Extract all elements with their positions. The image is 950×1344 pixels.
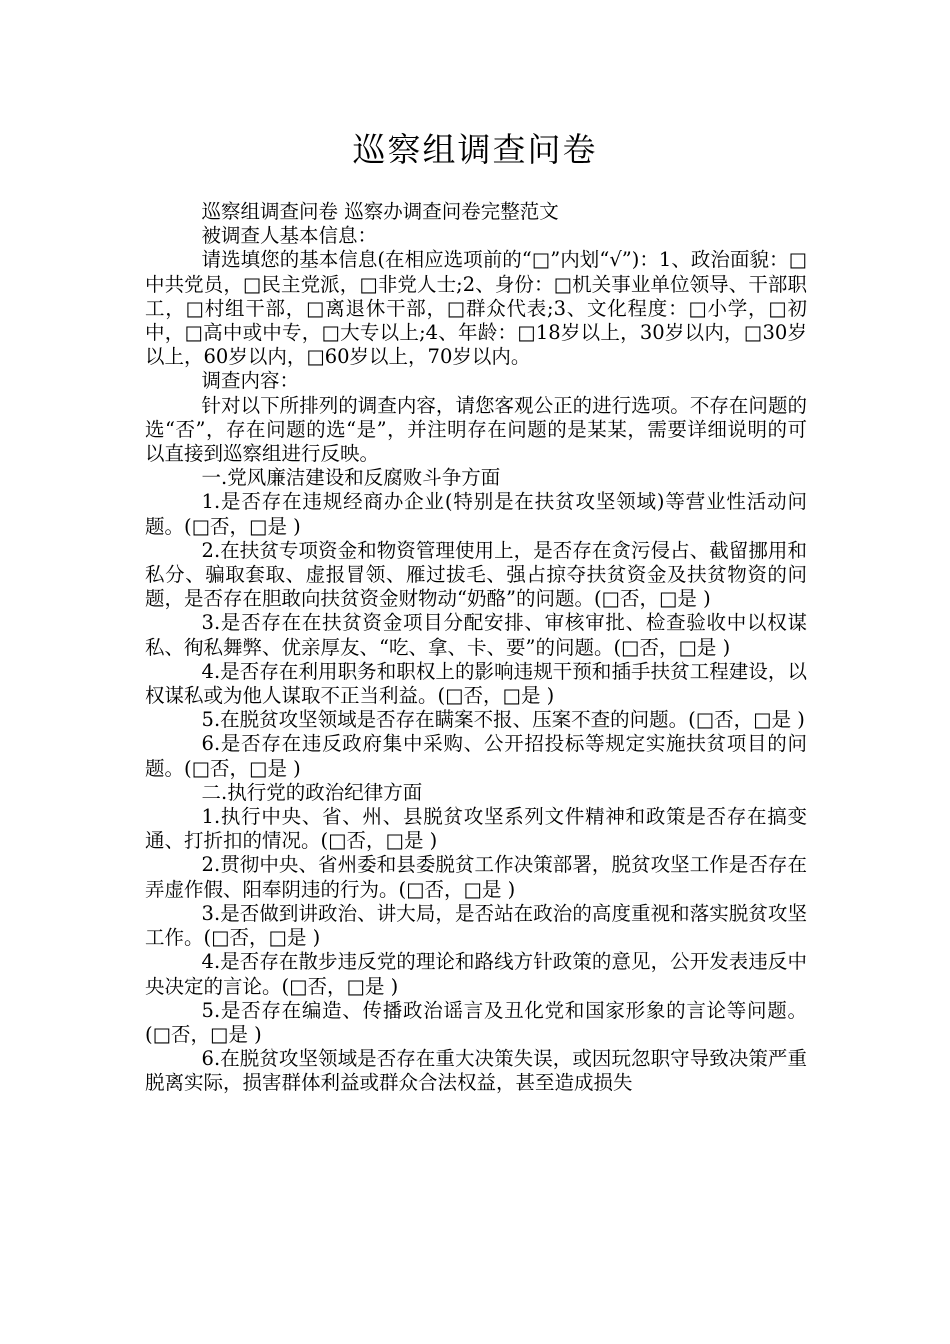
paragraph-basic-info: 请选填您的基本信息(在相应选项前的“□”内划“√”)：1、政治面貌：□中共党员，□民主党派，□非党人士;2、身份：□机关事业单位领导、干部职工，□村组干部，□离退休干部，□群众代表;3、文化程度：□小学，□初中，□高中或中专，□大专以上;4、年龄：□18岁以上，30岁以内，□30岁以上，60岁以内，□60岁以上，70岁以内。 (145, 248, 807, 369)
question-1-2: 2.在扶贫专项资金和物资管理使用上，是否存在贪污侵占、截留挪用和私分、骗取套取、虚报冒领、雁过拔毛、强占掠夺扶贫资金及扶贫物资的问题，是否存在胆敢向扶贫资金财物动“奶酪”的问题。(□否，□是 ) (145, 538, 807, 611)
question-2-1: 1.执行中央、省、州、县脱贫攻坚系列文件精神和政策是否存在搞变通、打折扣的情况。(□否，□是 ) (145, 805, 807, 853)
paragraph-basic-info-heading: 被调查人基本信息： (201, 224, 378, 248)
question-2-4: 4.是否存在散步违反党的理论和路线方针政策的意见，公开发表违反中央决定的言论。(□否，□是 ) (145, 950, 807, 998)
section-heading-1: 一.党风廉洁建设和反腐败斗争方面 (201, 466, 501, 490)
section-heading-2: 二.执行党的政治纪律方面 (201, 780, 423, 804)
paragraph-survey-heading: 调查内容： (201, 369, 300, 393)
question-1-5: 5.在脱贫攻坚领域是否存在瞒案不报、压案不查的问题。(□否，□是 ) (201, 708, 805, 732)
question-1-3: 3.是否存在在扶贫资金项目分配安排、审核审批、检查验收中以权谋私、徇私舞弊、优亲厚友、“吃、拿、卡、要”的问题。(□否，□是 ) (145, 611, 807, 659)
document-body (145, 200, 807, 1096)
question-2-6: 6.在脱贫攻坚领域是否存在重大决策失误，或因玩忽职守导致决策严重脱离实际，损害群体利益或群众合法权益，甚至造成损失 (145, 1047, 807, 1095)
paragraph-subtitle: 巡察组调查问卷 巡察办调查问卷完整范文 (201, 200, 559, 223)
question-2-5: 5.是否存在编造、传播政治谣言及丑化党和国家形象的言论等问题。(□否，□是 ) (145, 998, 807, 1046)
question-1-1: 1.是否存在违规经商办企业(特别是在扶贫攻坚领域)等营业性活动问题。(□否，□是 ) (145, 490, 807, 538)
question-2-3: 3.是否做到讲政治、讲大局，是否站在政治的高度重视和落实脱贫攻坚工作。(□否，□是 ) (145, 901, 807, 950)
question-1-6: 6.是否存在违反政府集中采购、公开招投标等规定实施扶贫项目的问题。(□否，□是 ) (145, 732, 807, 780)
question-2-2: 2.贯彻中央、省州委和县委脱贫工作决策部署，脱贫攻坚工作是否存在弄虚作假、阳奉阴违的行为。(□否，□是 ) (145, 853, 807, 901)
question-1-4: 4.是否存在利用职务和职权上的影响违规干预和插手扶贫工程建设，以权谋私或为他人谋取不正当利益。(□否，□是 ) (145, 659, 807, 708)
paragraph-survey-intro: 针对以下所排列的调查内容，请您客观公正的进行选项。不存在问题的选“否”，存在问题的选“是”，并注明存在问题的是某某，需要详细说明的可以直接到巡察组进行反映。 (145, 393, 807, 466)
document-title: 巡察组调查问卷 (352, 130, 598, 169)
